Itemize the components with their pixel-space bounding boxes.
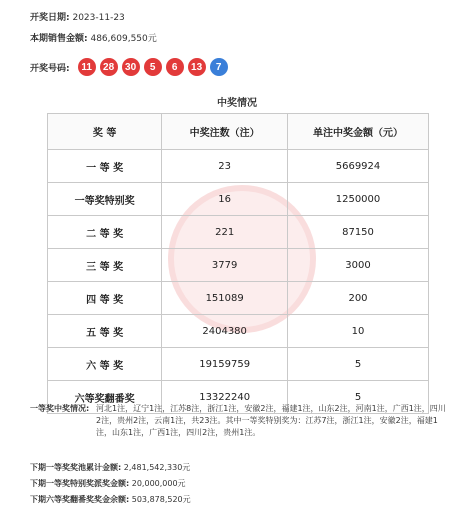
table-row [48, 315, 429, 348]
sales-amount [30, 31, 157, 44]
section-title: 中奖情况 [217, 98, 257, 109]
prize-amount: 200 [288, 282, 429, 315]
header-prize-level: 奖 等 [48, 114, 162, 150]
red-ball: 13 [188, 58, 206, 76]
winner-count: 2404380 [162, 315, 288, 348]
red-ball: 11 [78, 58, 96, 76]
winner-count: 151089 [162, 282, 288, 315]
red-ball: 5 [144, 58, 162, 76]
prize-level: 六 等 奖 [48, 348, 162, 381]
prize-amount: 87150 [288, 216, 429, 249]
red-ball: 30 [122, 58, 140, 76]
draw-date-label: 开奖日期: [30, 13, 70, 23]
sales-amount-value: 486,609,550元 [90, 34, 157, 44]
table-row [48, 150, 429, 183]
prize-amount: 10 [288, 315, 429, 348]
table-row [48, 249, 429, 282]
header-winner-count: 中奖注数（注） [162, 114, 288, 150]
prize-amount: 5 [288, 348, 429, 381]
prize-level: 四 等 奖 [48, 282, 162, 315]
winning-numbers [30, 58, 232, 76]
table-row [48, 348, 429, 381]
prize-level: 一等奖特别奖 [48, 183, 162, 216]
next-sixth-value: 503,878,520元 [131, 495, 191, 504]
prize-level: 二 等 奖 [48, 216, 162, 249]
red-ball: 6 [166, 58, 184, 76]
red-ball: 28 [100, 58, 118, 76]
prize-level: 六等奖翻番奖 [48, 381, 162, 414]
prize-amount: 5669924 [288, 150, 429, 183]
prize-level: 五 等 奖 [48, 315, 162, 348]
next-special-value: 20,000,000元 [131, 479, 186, 488]
prize-amount: 1250000 [288, 183, 429, 216]
next-sixth-label: 下期六等奖翻番奖奖金余额: [30, 495, 130, 504]
header-prize-amount: 单注中奖金额（元） [288, 114, 429, 150]
first-prize-distribution-label: 一等奖中奖情况: [30, 404, 90, 413]
winner-count: 3779 [162, 249, 288, 282]
next-pool-value: 2,481,542,330元 [123, 463, 191, 472]
first-prize-distribution-text: 河北1注，辽宁1注，江苏8注，浙江1注，安徽2注，福建1注，山东2注，河南1注，广西1注，四川2注，贵州2注，云南1注，共23注。其中一等奖特别奖为：江苏7注，浙江1注，安徽2注，福建1注，山东1注，广西1注，四川2注，贵州1注。 [96, 404, 446, 437]
blue-ball: 7 [210, 58, 228, 76]
winning-numbers-label: 开奖号码: [30, 63, 70, 74]
prize-level: 三 等 奖 [48, 249, 162, 282]
draw-date [30, 10, 125, 23]
prize-amount: 5 [288, 381, 429, 414]
next-pool-amount [30, 462, 190, 473]
next-special-label: 下期一等奖特别奖派奖金额: [30, 479, 130, 488]
next-special-amount [30, 478, 186, 489]
table-row [48, 282, 429, 315]
winner-count: 13322240 [162, 381, 288, 414]
first-prize-distribution [30, 403, 450, 439]
table-row [48, 183, 429, 216]
winner-count: 23 [162, 150, 288, 183]
winner-count: 221 [162, 216, 288, 249]
sales-amount-label: 本期销售金额: [30, 34, 88, 44]
winner-count: 16 [162, 183, 288, 216]
next-pool-label: 下期一等奖奖池累计金额: [30, 463, 122, 472]
table-header-row [48, 114, 429, 150]
next-sixth-amount [30, 494, 191, 505]
draw-date-value: 2023-11-23 [72, 13, 125, 23]
table-row [48, 216, 429, 249]
prize-amount: 3000 [288, 249, 429, 282]
prize-level: 一 等 奖 [48, 150, 162, 183]
winner-count: 19159759 [162, 348, 288, 381]
prize-table [47, 113, 429, 414]
